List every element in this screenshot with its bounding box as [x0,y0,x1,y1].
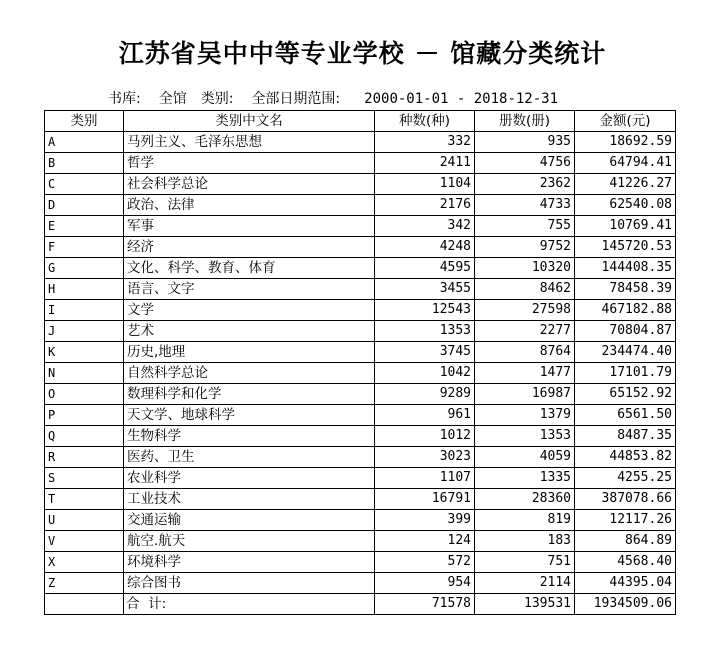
cell-code: E [45,216,124,237]
cell-name: 军事 [124,216,375,237]
cell-name: 数理科学和化学 [124,384,375,405]
cell-kinds: 954 [375,573,475,594]
cell-amount: 6561.50 [575,405,676,426]
cell-code: A [45,132,124,153]
cell-kinds: 1104 [375,174,475,195]
table-row [45,195,676,216]
cell-kinds: 2176 [375,195,475,216]
table-row [45,405,676,426]
date-range: 2000-01-01 - 2018-12-31 [364,91,559,107]
cell-volumes: 8764 [475,342,575,363]
table-row [45,174,676,195]
report-title: 江苏省吴中中等专业学校 － 馆藏分类统计 [118,39,607,68]
cell-name: 生物科学 [124,426,375,447]
total-label: 合 计: [124,594,375,615]
report-filter-line [108,88,558,108]
cell-amount: 387078.66 [575,489,676,510]
cell-code: G [45,258,124,279]
table-row [45,153,676,174]
cell-name: 综合图书 [124,573,375,594]
table-row [45,573,676,594]
cell-volumes: 28360 [475,489,575,510]
cell-volumes: 16987 [475,384,575,405]
header-kinds: 种数(种) [375,111,475,132]
cell-amount: 234474.40 [575,342,676,363]
cell-code: D [45,195,124,216]
cell-amount: 10769.41 [575,216,676,237]
cell-kinds: 1107 [375,468,475,489]
total-code [45,594,124,615]
cell-volumes: 1477 [475,363,575,384]
cell-kinds: 9289 [375,384,475,405]
cell-amount: 70804.87 [575,321,676,342]
cell-volumes: 10320 [475,258,575,279]
cell-code: H [45,279,124,300]
cell-name: 天文学、地球科学 [124,405,375,426]
cell-kinds: 399 [375,510,475,531]
cell-volumes: 27598 [475,300,575,321]
cell-code: I [45,300,124,321]
cell-code: V [45,531,124,552]
table-row [45,132,676,153]
cell-name: 文化、科学、教育、体育 [124,258,375,279]
cell-code: Q [45,426,124,447]
header-amount: 金额(元) [575,111,676,132]
cell-amount: 62540.08 [575,195,676,216]
table-row [45,552,676,573]
cell-code: K [45,342,124,363]
cell-volumes: 1379 [475,405,575,426]
cell-name: 环境科学 [124,552,375,573]
header-code: 类别 [45,111,124,132]
cell-code: U [45,510,124,531]
cell-amount: 65152.92 [575,384,676,405]
cell-amount: 41226.27 [575,174,676,195]
cell-kinds: 1012 [375,426,475,447]
cell-code: S [45,468,124,489]
header-volumes: 册数(册) [475,111,575,132]
table-body [45,132,676,615]
table-row [45,510,676,531]
cell-kinds: 572 [375,552,475,573]
total-kinds: 71578 [375,594,475,615]
cell-volumes: 2362 [475,174,575,195]
date-label: 日期范围: [279,91,341,107]
category-value: 全部 [251,91,280,107]
cell-amount: 17101.79 [575,363,676,384]
total-row [45,594,676,615]
cell-volumes: 819 [475,510,575,531]
cell-name: 艺术 [124,321,375,342]
cell-name: 自然科学总论 [124,363,375,384]
cell-amount: 4255.25 [575,468,676,489]
cell-volumes: 2277 [475,321,575,342]
table-row [45,489,676,510]
cell-volumes: 4059 [475,447,575,468]
cell-code: P [45,405,124,426]
table-row [45,531,676,552]
cell-kinds: 3023 [375,447,475,468]
cell-code: F [45,237,124,258]
cell-name: 文学 [124,300,375,321]
cell-volumes: 755 [475,216,575,237]
cell-amount: 467182.88 [575,300,676,321]
library-value: 全馆 [158,91,187,107]
table-row [45,384,676,405]
table-row [45,216,676,237]
cell-code: T [45,489,124,510]
cell-code: C [45,174,124,195]
cell-volumes: 935 [475,132,575,153]
category-label: 类别: [200,91,234,107]
cell-amount: 4568.40 [575,552,676,573]
cell-amount: 44853.82 [575,447,676,468]
table-row [45,363,676,384]
cell-kinds: 1042 [375,363,475,384]
library-label: 书库: [108,91,141,107]
cell-name: 哲学 [124,153,375,174]
cell-kinds: 4248 [375,237,475,258]
cell-amount: 144408.35 [575,258,676,279]
cell-volumes: 1335 [475,468,575,489]
cell-volumes: 751 [475,552,575,573]
table-row [45,300,676,321]
cell-amount: 12117.26 [575,510,676,531]
table-header-row [45,111,676,132]
cell-name: 经济 [124,237,375,258]
cell-code: J [45,321,124,342]
table-row [45,342,676,363]
cell-kinds: 3455 [375,279,475,300]
cell-kinds: 4595 [375,258,475,279]
table-row [45,468,676,489]
cell-volumes: 2114 [475,573,575,594]
cell-code: O [45,384,124,405]
cell-kinds: 1353 [375,321,475,342]
table-row [45,426,676,447]
cell-kinds: 3745 [375,342,475,363]
cell-name: 社会科学总论 [124,174,375,195]
cell-volumes: 183 [475,531,575,552]
cell-amount: 78458.39 [575,279,676,300]
cell-volumes: 9752 [475,237,575,258]
total-amount: 1934509.06 [575,594,676,615]
cell-code: N [45,363,124,384]
cell-amount: 8487.35 [575,426,676,447]
cell-name: 马列主义、毛泽东思想 [124,132,375,153]
cell-name: 历史,地理 [124,342,375,363]
cell-kinds: 12543 [375,300,475,321]
cell-volumes: 1353 [475,426,575,447]
cell-kinds: 16791 [375,489,475,510]
total-volumes: 139531 [475,594,575,615]
cell-amount: 864.89 [575,531,676,552]
table-row [45,279,676,300]
cell-code: R [45,447,124,468]
cell-name: 工业技术 [124,489,375,510]
cell-name: 语言、文字 [124,279,375,300]
cell-name: 农业科学 [124,468,375,489]
cell-name: 政治、法律 [124,195,375,216]
cell-code: X [45,552,124,573]
table-row [45,447,676,468]
cell-kinds: 2411 [375,153,475,174]
cell-volumes: 4756 [475,153,575,174]
header-name: 类别中文名 [124,111,375,132]
table-row [45,237,676,258]
cell-name: 交通运输 [124,510,375,531]
cell-kinds: 124 [375,531,475,552]
cell-kinds: 332 [375,132,475,153]
cell-name: 医药、卫生 [124,447,375,468]
cell-code: B [45,153,124,174]
cell-volumes: 4733 [475,195,575,216]
cell-volumes: 8462 [475,279,575,300]
cell-amount: 18692.59 [575,132,676,153]
table-row [45,321,676,342]
table-row [45,258,676,279]
cell-kinds: 961 [375,405,475,426]
classification-stats-table [44,110,676,615]
cell-name: 航空.航天 [124,531,375,552]
cell-amount: 145720.53 [575,237,676,258]
cell-amount: 44395.04 [575,573,676,594]
cell-code: Z [45,573,124,594]
cell-amount: 64794.41 [575,153,676,174]
cell-kinds: 342 [375,216,475,237]
